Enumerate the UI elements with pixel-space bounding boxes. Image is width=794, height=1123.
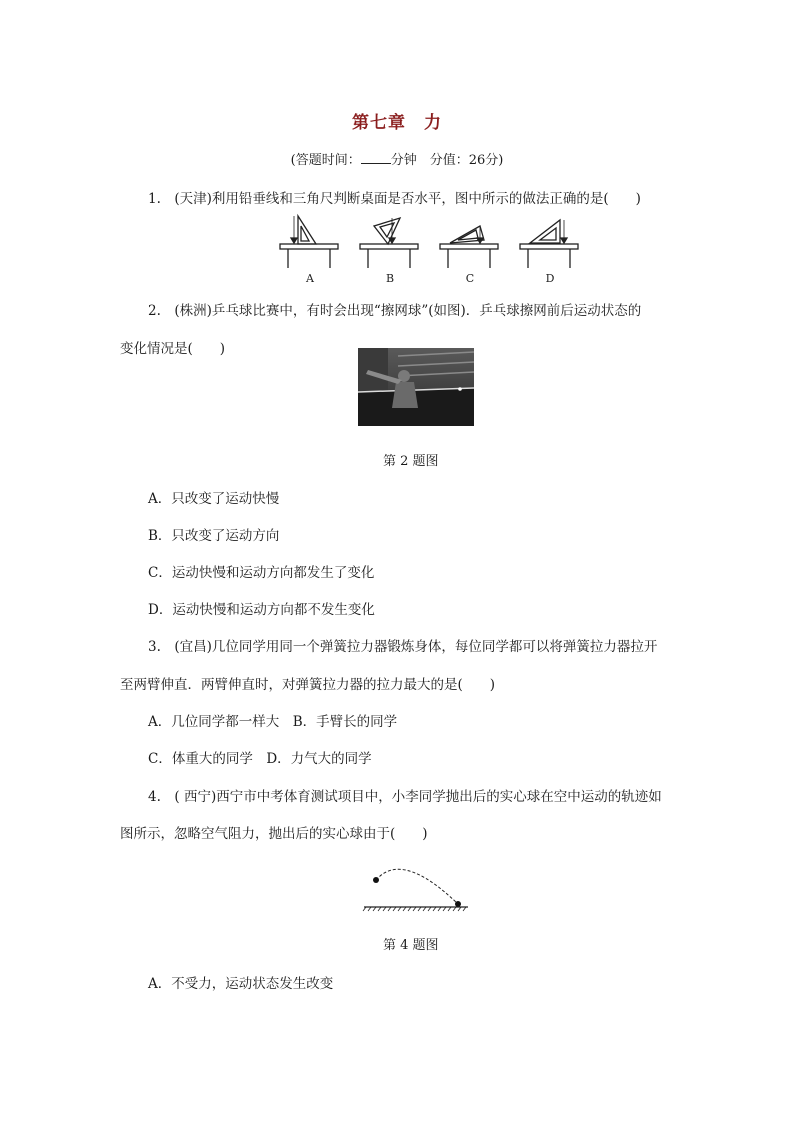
question-3-line-2: 至两臂伸直．两臂伸直时，对弹簧拉力器的拉力最大的是( )	[120, 677, 496, 693]
question-2-line-1: 2. (株洲)乒乓球比赛中，有时会出现“擦网球”(如图)．乒乓球擦网前后运动状态的	[148, 303, 642, 319]
question-4-option-a: A．不受力，运动状态发生改变	[148, 976, 334, 992]
question-1-figure	[270, 212, 590, 288]
question-4-line-2: 图所示，忽略空气阻力，抛出后的实心球由于( )	[120, 826, 428, 842]
question-2-option-d: D．运动快慢和运动方向都不发生变化	[148, 602, 375, 618]
question-4-line-1: 4. ( 西宁)西宁市中考体育测试项目中，小李同学抛出后的实心球在空中运动的轨迹如	[148, 789, 662, 805]
figure-label-d: D	[545, 272, 555, 285]
question-2-option-c: C．运动快慢和运动方向都发生了变化	[148, 565, 375, 581]
subtitle-prefix: (答题时间：	[290, 153, 361, 168]
subtitle-suffix: 分钟 分值：26分)	[390, 153, 504, 168]
figure-label-c: C	[465, 272, 475, 285]
question-3-options-row-2: C．体重大的同学 D．力气大的同学	[148, 751, 372, 767]
figure-a	[280, 216, 338, 268]
figure-d	[520, 220, 578, 268]
question-3-options-row-1: A．几位同学都一样大 B．手臂长的同学	[148, 714, 398, 730]
question-2-caption: 第 2 题图	[383, 454, 439, 469]
question-2-option-a: A．只改变了运动快慢	[148, 491, 280, 507]
page-title: 第七章 力	[352, 113, 442, 133]
question-2-option-b: B．只改变了运动方向	[148, 528, 280, 544]
figure-c	[440, 226, 498, 268]
question-2-line-2: 变化情况是( )	[120, 341, 226, 357]
figure-b	[360, 218, 418, 268]
question-3-line-1: 3. (宜昌)几位同学用同一个弹簧拉力器锻炼身体，每位同学都可以将弹簧拉力器拉开	[148, 639, 658, 655]
question-1-text: 1. (天津)利用铅垂线和三角尺判断桌面是否水平，图中所示的做法正确的是( )	[148, 191, 641, 207]
question-4-caption: 第 4 题图	[383, 938, 439, 953]
answer-time-info	[0, 149, 794, 168]
figure-label-b: B	[385, 272, 395, 285]
question-2-photo	[358, 348, 474, 426]
time-blank	[361, 151, 391, 164]
question-4-figure	[362, 860, 470, 914]
figure-label-a: A	[306, 272, 314, 285]
